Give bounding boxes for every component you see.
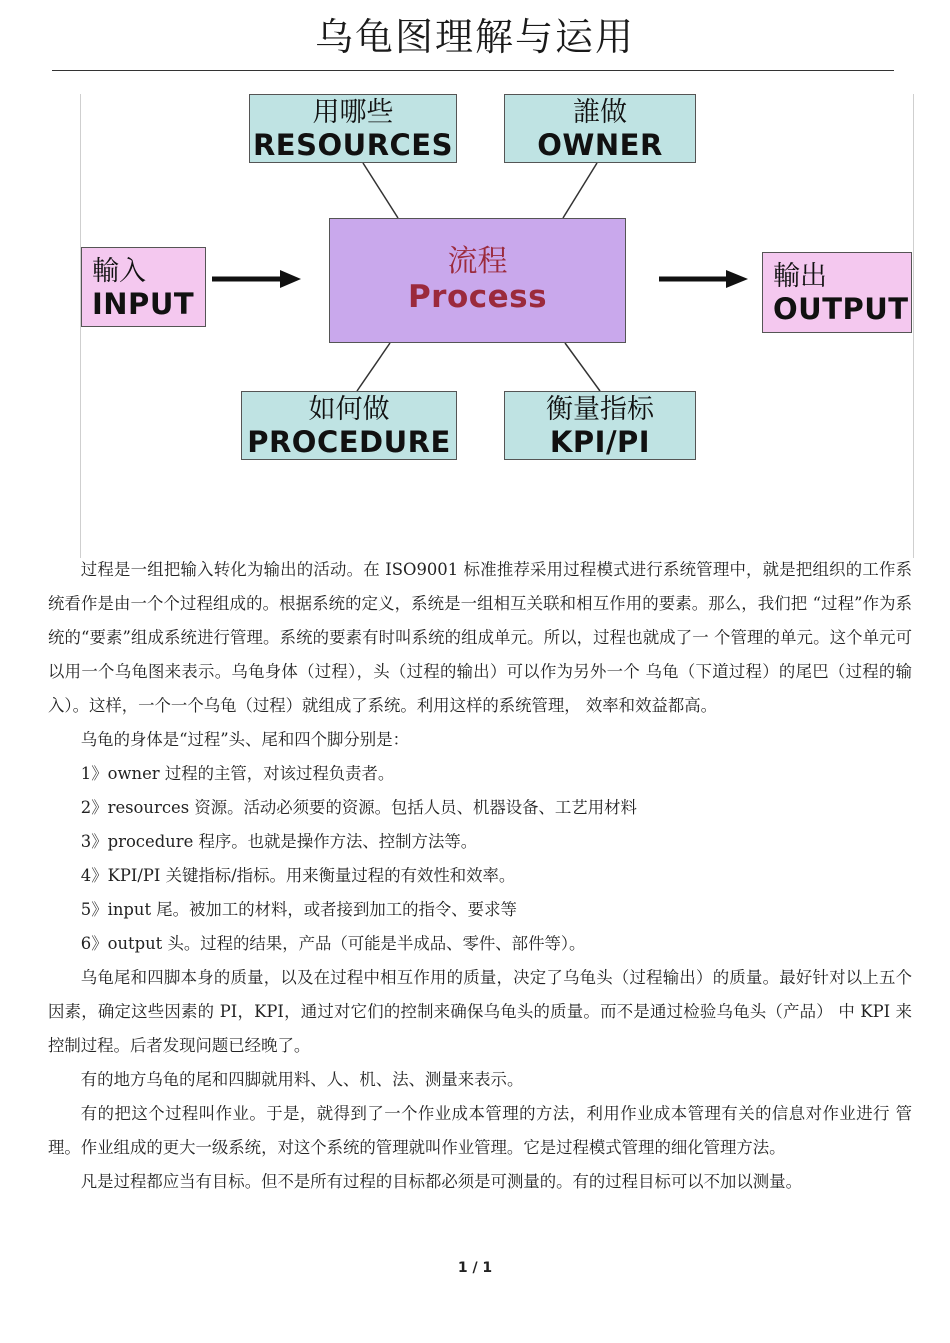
process-cn-label: 流程 [447, 244, 508, 279]
input-arrow [212, 270, 301, 288]
resources-cn-label: 用哪些 [312, 97, 394, 128]
page-title: 乌龟图理解与运用 [314, 15, 635, 59]
kpi-en-label: KPI/PI [549, 425, 651, 459]
output-cn-label: 輸出 [773, 261, 827, 292]
paragraph-quality: 乌龟尾和四脚本身的质量，以及在过程中相互作用的质量，决定了乌龟头（过程输出）的质量。最好针对以上五个因素，确定这些因素的 PI，KPI，通过对它们的控制来确保乌龟头的质量。而不是通过检验乌龟头（产品） 中 KPI 来控制过程。后者发现问题已经晚了。 [48, 968, 912, 1055]
procedure-box [241, 391, 457, 460]
procedure-en-label: PROCEDURE [247, 425, 451, 459]
resources-connector [363, 163, 398, 218]
list-item-procedure: 3》procedure 程序。也就是操作方法、控制方法等。 [80, 832, 478, 851]
owner-en-label: OWNER [537, 128, 663, 162]
owner-cn-label: 誰做 [573, 97, 627, 128]
list-item-input: 5》input 尾。被加工的材料，或者接到加工的指令、要求等 [80, 900, 517, 919]
kpi-box [504, 391, 696, 460]
resources-en-label: RESOURCES [252, 128, 454, 162]
list-item-resources: 2》resources 资源。活动必须要的资源。包括人员、机器设备、工艺用材料 [80, 798, 637, 817]
output-arrow [659, 270, 748, 288]
paragraph-5m: 有的地方乌龟的尾和四脚就用料、人、机、法、测量来表示。 [80, 1070, 524, 1089]
process-box [329, 218, 626, 343]
output-en-label: OUTPUT [773, 292, 909, 326]
input-cn-label: 輸入 [92, 256, 146, 287]
input-box [81, 247, 206, 327]
kpi-cn-label: 衡量指标 [546, 394, 654, 425]
owner-connector [563, 163, 597, 218]
kpi-connector [565, 343, 600, 391]
list-item-kpi: 4》KPI/PI 关键指标/指标。用来衡量过程的有效性和效率。 [80, 866, 516, 885]
resources-box [249, 94, 457, 163]
output-box [762, 252, 912, 333]
page-number: 1 / 1 [457, 1260, 493, 1276]
process-en-label: Process [407, 279, 548, 315]
owner-box [504, 94, 696, 163]
body-text [48, 553, 912, 1199]
paragraph-goals: 凡是过程都应当有目标。但不是所有过程的目标都必须是可测量的。有的过程目标可以不加以测量。 [80, 1172, 802, 1191]
paragraph-activity: 有的把这个过程叫作业。于是，就得到了一个作业成本管理的方法，利用作业成本管理有关的信息对作业进行 管理。作业组成的更大一级系统，对这个系统的管理就叫作业管理。它是过程模式管理的细化管理方法。 [48, 1104, 912, 1157]
paragraph-intro: 过程是一组把输入转化为输出的活动。在 ISO9001 标准推荐采用过程模式进行系统管理中，就是把组织的工作系统看作是由一个个过程组成的。根据系统的定义，系统是一组相互关联和相互作用的要素。那么，我们把 “过程”作为系统的“要素”组成系统进行管理。系统的要素有时叫系统的组成单元。所以，过程也就成了一 个管理的单元。这个单元可以用一个乌龟图来表示。乌龟身体（过程），头（过程的输出）可以作为另外一个 乌龟（下道过程）的尾巴（过程的输入）。这样，一个一个乌龟（过程）就组成了系统。利用这样的系统管理， 效率和效益都高。 [48, 560, 912, 715]
procedure-connector [357, 343, 390, 391]
input-en-label: INPUT [92, 287, 195, 321]
paragraph-turtle-parts: 乌龟的身体是“过程”头、尾和四个脚分别是： [80, 730, 409, 749]
list-item-output: 6》output 头。过程的结果，产品（可能是半成品、零件、部件等）。 [80, 934, 586, 953]
list-item-owner: 1》owner 过程的主管，对该过程负责者。 [80, 764, 395, 783]
procedure-cn-label: 如何做 [308, 394, 390, 425]
